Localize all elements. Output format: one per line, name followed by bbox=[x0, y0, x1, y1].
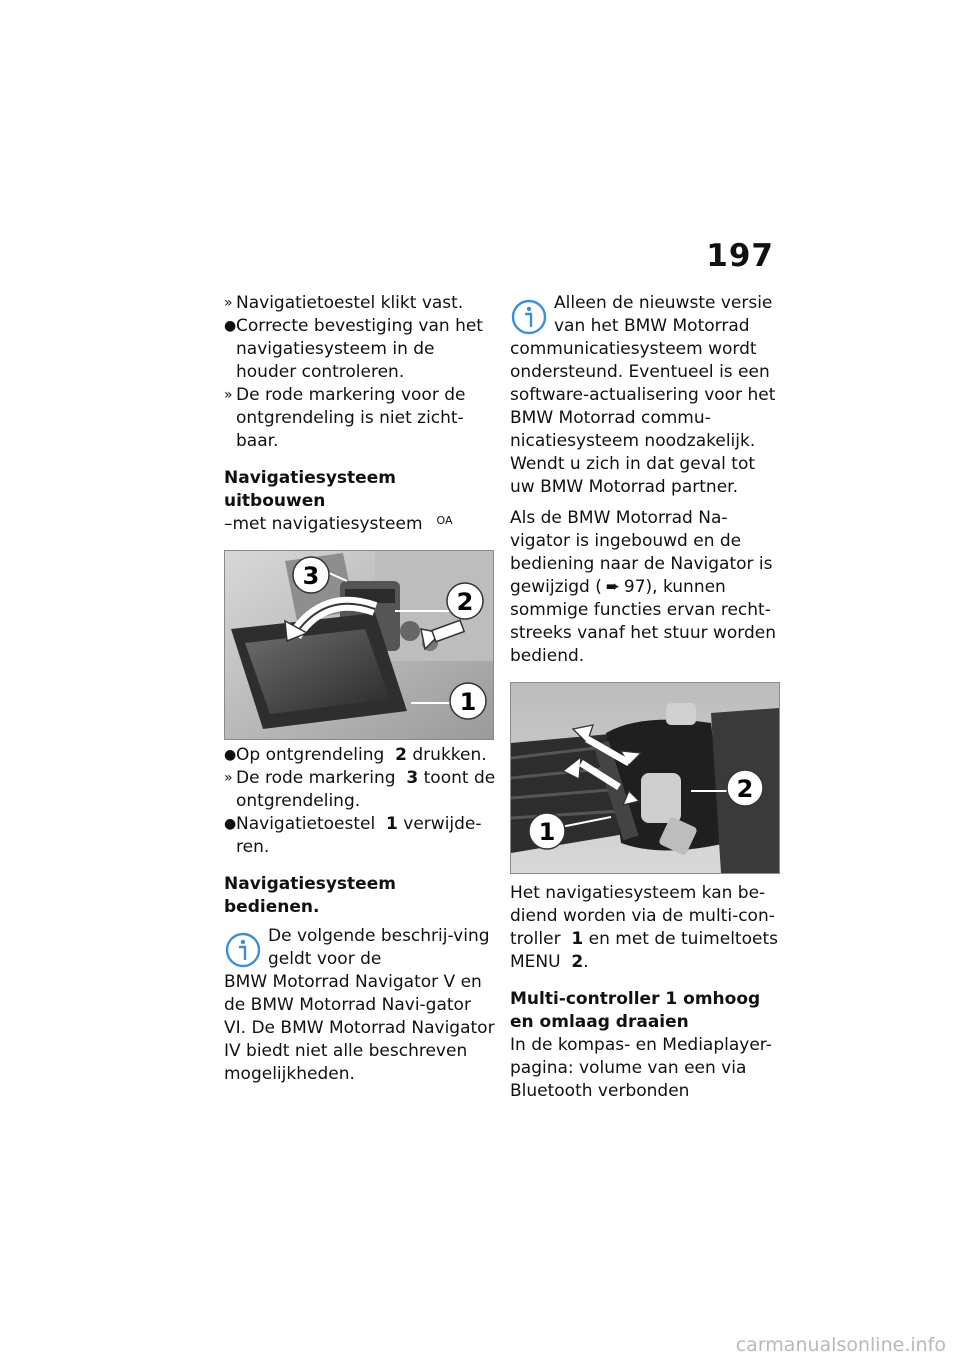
callout-3: 3 bbox=[302, 562, 320, 590]
paragraph: Als de BMW Motorrad Na-vigator is ingebouwd en de bediening naar de Navigator is gewijzigd ( ➨ 97), kunnen sommige functies ervan recht-streeks vanaf het stuur worden bediend. bbox=[510, 508, 777, 666]
navigator-removal-figure bbox=[224, 550, 494, 740]
callout-2: 2 bbox=[736, 775, 754, 803]
page-reference[interactable]: 97 bbox=[623, 577, 646, 597]
section-heading: Multi-controller 1 omhoog en omlaag draaien bbox=[510, 989, 761, 1032]
bullet-icon: ● bbox=[224, 318, 237, 334]
info-note: De volgende beschrij-ving geldt voor de BMW Motorrad Navigator V en de BMW Motorrad Navi-gator VI. De BMW Motorrad Navigator IV biedt niet alle beschreven mogelijkheden. bbox=[224, 926, 495, 1084]
info-icon bbox=[510, 298, 548, 336]
section-heading: Navigatiesysteem uitbouwen bbox=[224, 468, 396, 511]
double-chevron-icon: » bbox=[224, 387, 233, 403]
action-step: ● Correcte bevestiging van het navigatiesysteem in de houder controleren. bbox=[224, 316, 483, 382]
left-column bbox=[224, 292, 496, 1086]
info-note: Alleen de nieuwste versie van het BMW Motorrad communicatiesysteem wordt ondersteund. Eventueel is een software-actualisering voor het BMW Motorrad commu-nicatiesysteem noodzakelijk. Wendt u zich in dat geval tot uw BMW Motorrad partner. bbox=[510, 293, 776, 497]
multi-controller-figure bbox=[510, 682, 780, 874]
page-number: 197 bbox=[706, 238, 774, 274]
handlebar-illustration bbox=[511, 683, 779, 873]
callout-1: 1 bbox=[459, 688, 477, 716]
result-step: » De rode markering voor de ontgrendeling is niet zicht-baar. bbox=[224, 385, 466, 451]
option-code: OA bbox=[436, 514, 453, 527]
arrow-right-icon: ➨ bbox=[605, 577, 620, 597]
right-column bbox=[510, 292, 780, 1103]
navigator-illustration bbox=[225, 551, 493, 739]
paragraph: In de kompas- en Mediaplayer-pagina: volume van een via Bluetooth verbonden bbox=[510, 1035, 772, 1101]
double-chevron-icon: » bbox=[224, 295, 233, 311]
paragraph: Het navigatiesysteem kan be-diend worden via de multi-con-troller 1 en met de tuimeltoets MENU 2. bbox=[510, 883, 778, 972]
bullet-icon: ● bbox=[224, 747, 237, 763]
info-icon bbox=[224, 931, 262, 969]
dash-marker: –met navigatiesysteem bbox=[224, 514, 423, 534]
section-heading: Navigatiesysteem bedienen. bbox=[224, 874, 396, 917]
result-step: » De rode markering 3 toont de ontgrendeling. bbox=[224, 768, 496, 811]
bullet-icon: ● bbox=[224, 816, 237, 832]
action-step: ● Op ontgrendeling 2 drukken. bbox=[224, 745, 487, 765]
double-chevron-icon: » bbox=[224, 770, 233, 786]
watermark: carmanualsonline.info bbox=[735, 1334, 946, 1356]
result-step: » Navigatietoestel klikt vast. bbox=[224, 293, 464, 313]
action-step: ● Navigatietoestel 1 verwijde-ren. bbox=[224, 814, 482, 857]
equipment-note bbox=[224, 513, 496, 536]
callout-1: 1 bbox=[538, 818, 556, 846]
callout-2: 2 bbox=[456, 588, 474, 616]
